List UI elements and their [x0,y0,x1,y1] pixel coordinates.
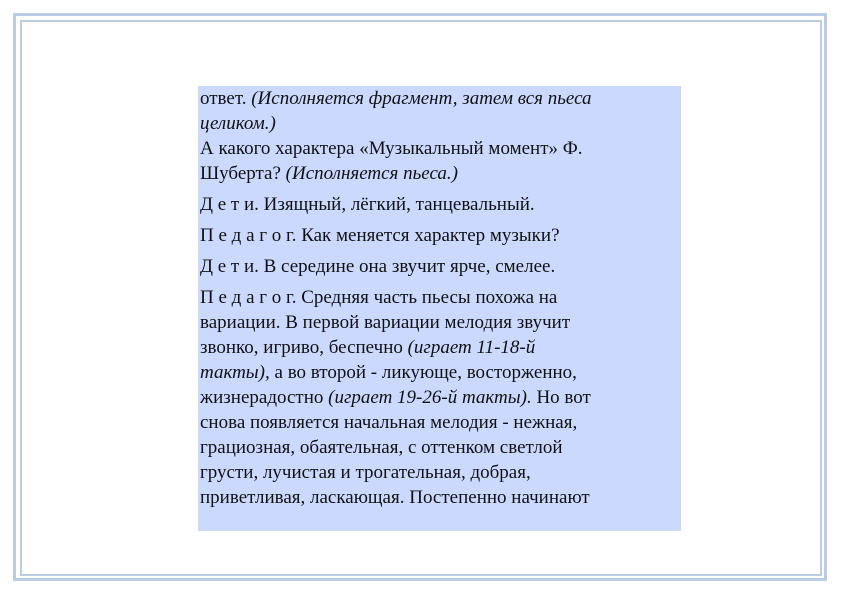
text-line [200,410,679,435]
text-line [200,285,679,310]
text-run: ответ. [200,88,252,109]
text-run: снова появляется начальная мелодия - нежная, [200,412,578,433]
text-line [200,460,679,485]
text-paragraph [198,254,681,279]
text-line [200,161,679,186]
text-paragraph [198,192,681,217]
stage-direction-text: (Исполняется пьеса.) [285,163,458,184]
text-run: а во второй - ликующе, восторженно, [269,362,577,383]
text-run: П е д а г о г. Средняя часть пьесы похожа на [200,287,558,308]
text-run: приветливая, ласкающая. Постепенно начинают [200,487,590,508]
text-line [200,136,679,161]
text-line [200,360,679,385]
text-run: звонко, игриво, беспечно [200,337,408,358]
text-paragraph [198,223,681,248]
text-paragraph [198,136,681,186]
text-line [200,192,679,217]
text-run: П е д а г о г. Как меняется характер музыки? [200,225,560,246]
text-run: А какого характера «Музыкальный момент» Ф. [200,138,583,159]
text-run: грусти, лучистая и трогательная, добрая, [200,462,531,483]
text-line [200,485,679,510]
lesson-text-box [198,86,681,531]
stage-direction-text: (играет 19-26-й такты). [328,387,532,408]
text-line [200,385,679,410]
text-line [200,254,679,279]
text-line [200,435,679,460]
stage-direction-text: такты), [200,362,270,383]
stage-direction-text: целиком.) [200,113,276,134]
text-run: жизнерадостно [200,387,329,408]
text-run: грациозная, обаятельная, с оттенком светлой [200,437,563,458]
text-run: Но вот [531,387,591,408]
text-run: Д е т и. В середине она звучит ярче, смелее. [200,256,556,277]
text-line [200,310,679,335]
stage-direction-text: (Исполняется фрагмент, затем вся пьеса [251,88,592,109]
text-line [200,111,679,136]
text-line [200,86,679,111]
text-run: Шуберта? [200,163,286,184]
text-run: вариации. В первой вариации мелодия звучит [200,312,571,333]
text-paragraph [198,86,681,136]
text-paragraph [198,285,681,510]
text-line [200,335,679,360]
stage-direction-text: (играет 11-18-й [407,337,536,358]
text-run: Д е т и. Изящный, лёгкий, танцевальный. [200,194,535,215]
text-line [200,223,679,248]
